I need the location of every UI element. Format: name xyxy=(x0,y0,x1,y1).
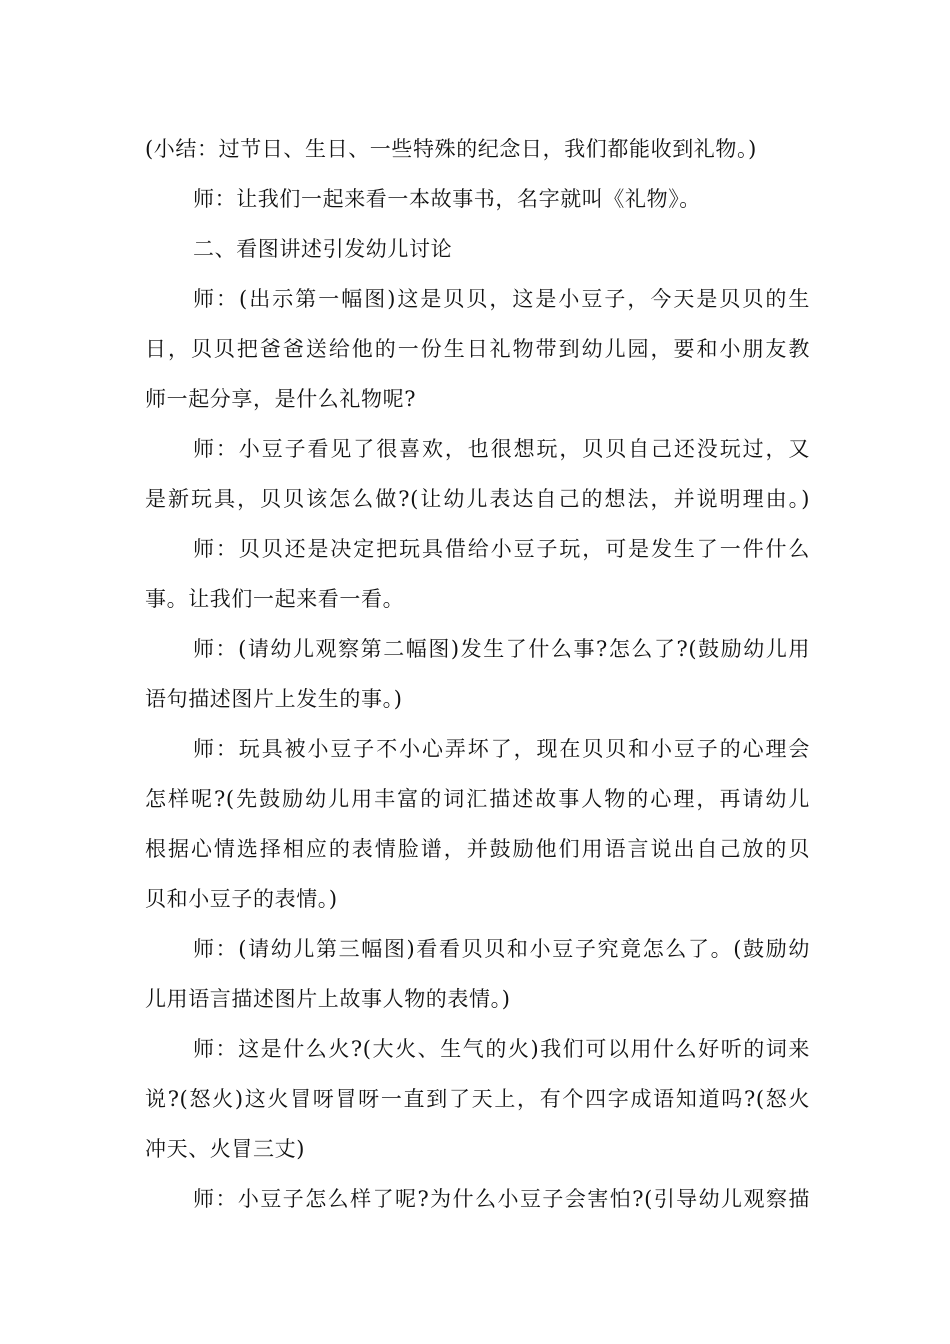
paragraph-line: 师：贝贝还是决定把玩具借给小豆子玩，可是发生了一件什么 xyxy=(193,537,810,561)
paragraph-line: 怎样呢?(先鼓励幼儿用丰富的词汇描述故事人物的心理，再请幼儿 xyxy=(145,787,810,811)
paragraph-line: 师：玩具被小豆子不小心弄坏了，现在贝贝和小豆子的心理会 xyxy=(193,737,810,761)
paragraph-line: 事。让我们一起来看一看。 xyxy=(145,587,405,611)
paragraph-line: 根据心情选择相应的表情脸谱，并鼓励他们用语言说出自己放的贝 xyxy=(145,837,810,861)
paragraph-line: 日，贝贝把爸爸送给他的一份生日礼物带到幼儿园，要和小朋友教 xyxy=(145,337,810,361)
paragraph-line: 儿用语言描述图片上故事人物的表情。) xyxy=(145,987,511,1011)
paragraph-line: 说?(怒火)这火冒呀冒呀一直到了天上，有个四字成语知道吗?(怒火 xyxy=(145,1087,810,1111)
paragraph-line: 师：小豆子怎么样了呢?为什么小豆子会害怕?(引导幼儿观察描 xyxy=(193,1187,810,1211)
paragraph-line: 语句描述图片上发生的事。) xyxy=(145,687,403,711)
paragraph-line: 师：小豆子看见了很喜欢，也很想玩，贝贝自己还没玩过，又 xyxy=(193,437,810,461)
paragraph-line: 贝和小豆子的表情。) xyxy=(145,887,338,911)
paragraph-line: 师：(出示第一幅图)这是贝贝，这是小豆子，今天是贝贝的生 xyxy=(193,287,810,311)
paragraph-line: 师：(请幼儿观察第二幅图)发生了什么事?怎么了?(鼓励幼儿用 xyxy=(193,637,810,661)
summary-line: (小结：过节日、生日、一些特殊的纪念日，我们都能收到礼物。) xyxy=(145,137,757,161)
paragraph-line: 是新玩具，贝贝该怎么做?(让幼儿表达自己的想法，并说明理由。) xyxy=(145,487,810,511)
paragraph-line: 师：这是什么火?(大火、生气的火)我们可以用什么好听的词来 xyxy=(193,1037,810,1061)
section-heading: 二、看图讲述引发幼儿讨论 xyxy=(193,237,453,261)
teacher-line: 师：让我们一起来看一本故事书，名字就叫《礼物》。 xyxy=(193,187,701,211)
paragraph-line: 师一起分享，是什么礼物呢? xyxy=(145,387,417,411)
paragraph-line: 师：(请幼儿第三幅图)看看贝贝和小豆子究竟怎么了。(鼓励幼 xyxy=(193,937,810,961)
paragraph-line: 冲天、火冒三丈) xyxy=(145,1137,305,1161)
